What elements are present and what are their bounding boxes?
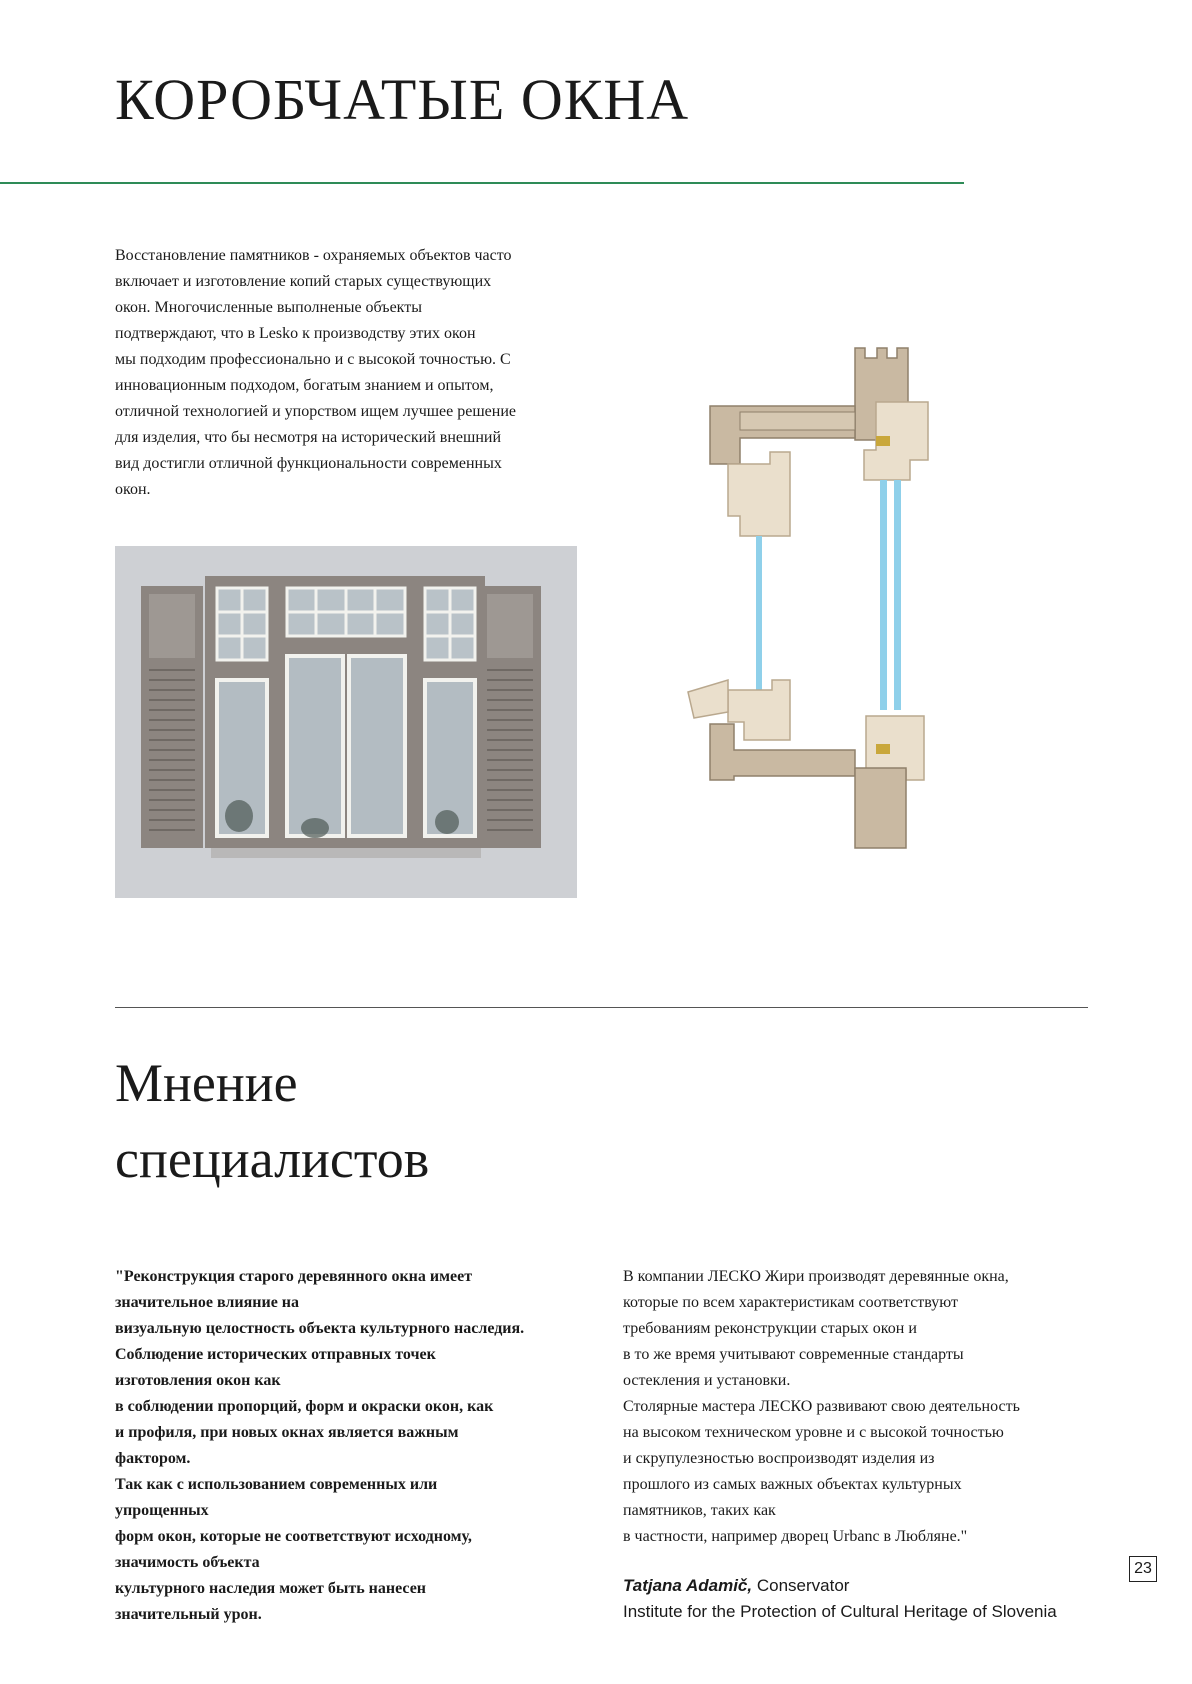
section-title (115, 1045, 429, 1197)
right-line: остекления и установки. (623, 1372, 791, 1389)
right-line: в то же время учитывают современные стандарты (623, 1346, 964, 1363)
intro-line: мы подходим профессионально и с высокой точностью. С (115, 351, 511, 368)
right-line: В компании ЛЕСКО Жири производят деревянные окна, (623, 1268, 1009, 1285)
quote-line: значительное влияние на (115, 1294, 300, 1311)
right-line: Столярные мастера ЛЕСКО развивают свою деятельность (623, 1398, 1020, 1415)
quote-line: Так как с использованием современных или (115, 1476, 438, 1493)
intro-line: отличной технологией и упорством ищем лучшее решение (115, 403, 517, 420)
quote-line: значимость объекта (115, 1554, 260, 1571)
right-shutter (479, 586, 541, 848)
right-line: на высоком техническом уровне и с высокой точностью (623, 1424, 1004, 1441)
intro-line: подтверждают, что в Lesko к производству этих окон (115, 325, 476, 342)
quote-line: в соблюдении пропорций, форм и окраски окон, как (115, 1398, 494, 1415)
box-window-cross-section (680, 340, 1020, 860)
right-line: в частности, например дворец Urbanc в Любляне." (623, 1528, 968, 1545)
quote-line: фактором. (115, 1450, 191, 1467)
section-title-line1: Мнение (115, 1053, 298, 1113)
quote-line: и профиля, при новых окнах является важным (115, 1424, 459, 1441)
quote-line: культурного наследия может быть нанесен (115, 1580, 427, 1597)
signature (623, 1573, 1057, 1625)
intro-paragraph (115, 243, 595, 503)
intro-line: включает и изготовление копий старых существующих (115, 273, 492, 290)
quote-line: значительный урон. (115, 1606, 262, 1623)
intro-line: инновационным подходом, богатым знанием и опытом, (115, 377, 494, 394)
quote-line: упрощенных (115, 1502, 209, 1519)
right-line: и скрупулезностью воспроизводят изделия из (623, 1450, 935, 1467)
quote-line: Соблюдение исторических отправных точек (115, 1346, 436, 1363)
signature-name: Tatjana Adamič, (623, 1576, 753, 1595)
left-shutter (141, 586, 203, 848)
section-divider (115, 1007, 1088, 1008)
company-paragraph (623, 1264, 1103, 1550)
intro-line: окон. (115, 481, 151, 498)
expert-quote (115, 1264, 615, 1628)
title-divider (0, 182, 964, 184)
right-line: требованиям реконструкции старых окон и (623, 1320, 917, 1337)
quote-line: "Реконструкция старого деревянного окна имеет (115, 1268, 473, 1285)
intro-line: для изделия, что бы несмотря на исторический внешний (115, 429, 502, 446)
right-line: памятников, таких как (623, 1502, 776, 1519)
intro-line: вид достигли отличной функциональности современных (115, 455, 502, 472)
box-window-photo (115, 546, 577, 898)
page-title: КОРОБЧАТЫЕ ОКНА (115, 67, 690, 132)
signature-institute: Institute for the Protection of Cultural Heritage of Slovenia (623, 1602, 1057, 1621)
quote-line: визуальную целостность объекта культурного наследия. (115, 1320, 525, 1337)
page-number: 23 (1129, 1556, 1157, 1582)
right-line: которые по всем характеристикам соответствуют (623, 1294, 959, 1311)
quote-line: форм окон, которые не соответствуют исходному, (115, 1528, 472, 1545)
signature-role: Conservator (756, 1576, 850, 1595)
right-line: прошлого из самых важных объектах культурных (623, 1476, 962, 1493)
intro-line: Восстановление памятников - охраняемых объектов часто (115, 247, 512, 264)
intro-line: окон. Многочисленные выполненые объекты (115, 299, 422, 316)
quote-line: изготовления окон как (115, 1372, 281, 1389)
section-title-line2: специалистов (115, 1129, 430, 1189)
